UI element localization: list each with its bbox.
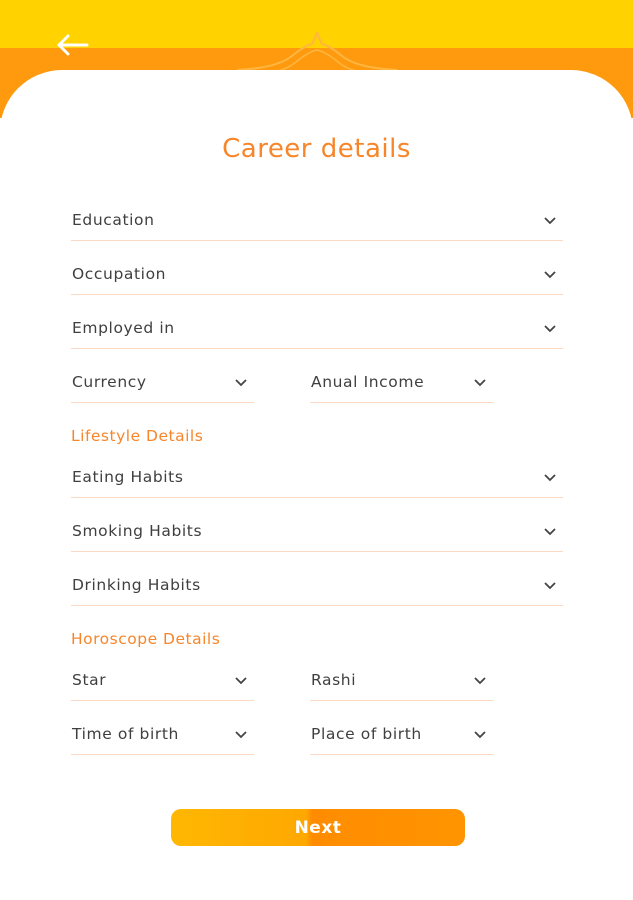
employed-in-dropdown[interactable] xyxy=(71,317,563,349)
place-of-birth-dropdown[interactable] xyxy=(310,723,493,755)
eating-habits-label: Eating Habits xyxy=(72,468,184,486)
occupation-dropdown[interactable] xyxy=(71,263,563,295)
next-button[interactable]: Next xyxy=(171,809,465,846)
eating-habits-dropdown[interactable] xyxy=(71,466,563,498)
employed-in-label: Employed in xyxy=(72,319,175,337)
chevron-down-icon xyxy=(543,323,557,333)
back-button[interactable] xyxy=(50,30,94,60)
chevron-down-icon xyxy=(234,729,248,739)
education-label: Education xyxy=(72,211,155,229)
time-of-birth-label: Time of birth xyxy=(72,725,179,743)
annual-income-dropdown[interactable] xyxy=(310,371,493,403)
time-of-birth-dropdown[interactable] xyxy=(71,723,254,755)
smoking-habits-dropdown[interactable] xyxy=(71,520,563,552)
chevron-down-icon xyxy=(543,472,557,482)
smoking-habits-label: Smoking Habits xyxy=(72,522,203,540)
currency-dropdown[interactable] xyxy=(71,371,254,403)
drinking-habits-label: Drinking Habits xyxy=(72,576,201,594)
star-label: Star xyxy=(72,671,107,689)
lifestyle-section-title: Lifestyle Details xyxy=(71,427,204,445)
chevron-down-icon xyxy=(473,377,487,387)
place-of-birth-label: Place of birth xyxy=(311,725,422,743)
chevron-down-icon xyxy=(234,377,248,387)
chevron-down-icon xyxy=(543,526,557,536)
rashi-dropdown[interactable] xyxy=(310,669,493,701)
education-dropdown[interactable] xyxy=(71,209,563,241)
arrow-left-icon xyxy=(55,34,89,56)
occupation-label: Occupation xyxy=(72,265,167,283)
page-title: Career details xyxy=(222,134,411,164)
chevron-down-icon xyxy=(543,580,557,590)
horoscope-section-title: Horoscope Details xyxy=(71,630,221,648)
chevron-down-icon xyxy=(473,675,487,685)
rashi-label: Rashi xyxy=(311,671,357,689)
annual-income-label: Anual Income xyxy=(311,373,425,391)
chevron-down-icon xyxy=(543,269,557,279)
chevron-down-icon xyxy=(543,215,557,225)
chevron-down-icon xyxy=(473,729,487,739)
star-dropdown[interactable] xyxy=(71,669,254,701)
chevron-down-icon xyxy=(234,675,248,685)
currency-label: Currency xyxy=(72,373,147,391)
drinking-habits-dropdown[interactable] xyxy=(71,574,563,606)
